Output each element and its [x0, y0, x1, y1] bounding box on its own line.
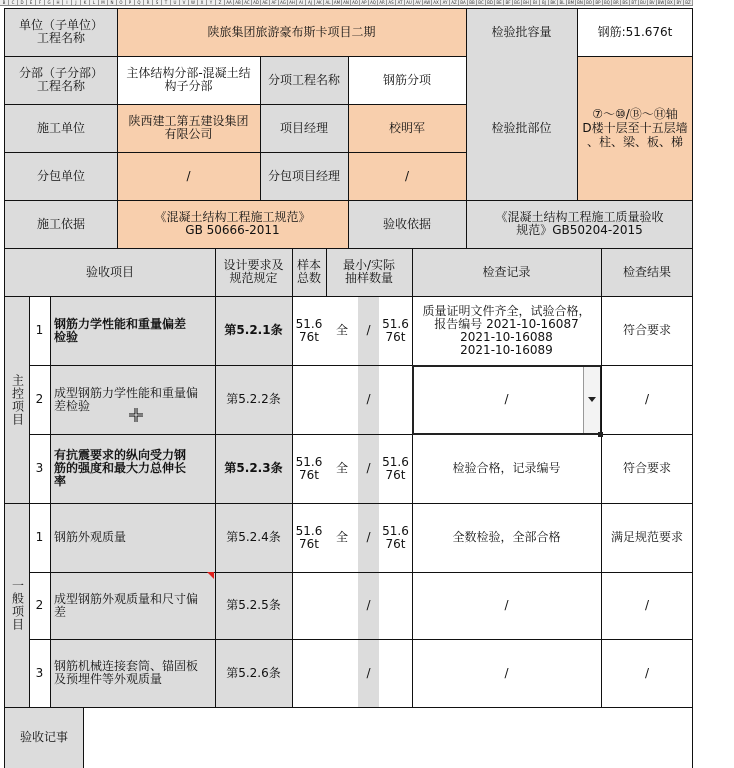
column-letter[interactable]: AO	[351, 0, 360, 5]
th-min-actual: 最小/实际 抽样数量	[326, 248, 412, 296]
row-item: 有抗震要求的纵向受力钢 筋的强度和最大力总伸长 率	[50, 434, 215, 503]
row-record[interactable]: 全数检验，全部合格	[412, 503, 601, 572]
column-letter[interactable]: E	[27, 0, 36, 5]
row-record[interactable]: /	[412, 572, 601, 639]
row-actual[interactable]	[379, 365, 412, 434]
row-actual[interactable]: 51.6 76t	[379, 503, 412, 572]
column-letter[interactable]: P	[126, 0, 135, 5]
column-letter[interactable]: C	[9, 0, 18, 5]
column-letter[interactable]: AV	[414, 0, 423, 5]
column-letter[interactable]: H	[54, 0, 63, 5]
column-letter[interactable]: B	[0, 0, 9, 5]
group-main: 主控项目	[5, 296, 29, 503]
subitem-value[interactable]: 钢筋分项	[348, 56, 466, 104]
column-letter[interactable]: AM	[333, 0, 341, 5]
column-letter[interactable]: BS	[621, 0, 630, 5]
row-number: 1	[29, 503, 50, 572]
row-sample-total[interactable]	[292, 572, 326, 639]
row-min[interactable]	[326, 572, 358, 639]
subcontractor-label: 分包单位	[5, 152, 117, 200]
column-letter[interactable]: V	[180, 0, 189, 5]
row-clause: 第5.2.4条	[215, 503, 292, 572]
grid-line	[50, 296, 51, 707]
column-letter[interactable]: BV	[648, 0, 657, 5]
grid-line	[4, 8, 5, 768]
column-letter[interactable]: AF	[270, 0, 279, 5]
row-sample-total[interactable]	[292, 639, 326, 707]
subcontractor-value[interactable]: /	[117, 152, 260, 200]
grid-line	[4, 503, 693, 504]
acceptance-basis-value[interactable]: 《混凝土结构工程施工质量验收 规范》GB50204-2015	[466, 200, 693, 248]
acceptance-basis-label: 验收依据	[348, 200, 466, 248]
division-label: 分部（子分部） 工程名称	[5, 56, 117, 104]
acceptance-record-value[interactable]	[83, 707, 693, 768]
batch-part-label: 检验批部位	[466, 56, 577, 200]
grid-line	[4, 152, 467, 153]
group-general: 一般项目	[5, 503, 29, 707]
grid-line	[29, 639, 693, 640]
row-min[interactable]: 全	[326, 503, 358, 572]
column-letter[interactable]: AH	[288, 0, 297, 5]
grid-line	[4, 56, 467, 57]
grid-line	[348, 56, 349, 248]
column-letter[interactable]: J	[72, 0, 81, 5]
column-letter[interactable]: W	[189, 0, 198, 5]
row-item: 成型钢筋外观质量和尺寸偏 差	[50, 572, 215, 639]
row-record[interactable]: 检验合格，记录编号	[412, 434, 601, 503]
column-letter[interactable]: AS	[387, 0, 396, 5]
basis-value[interactable]: 《混凝土结构工程施工规范》 GB 50666-2011	[117, 200, 348, 248]
sub-pm-value[interactable]: /	[348, 152, 466, 200]
column-letter[interactable]: T	[162, 0, 171, 5]
column-letter[interactable]: M	[99, 0, 108, 5]
row-number: 3	[29, 434, 50, 503]
batch-capacity-value[interactable]: 钢筋:51.676t	[577, 8, 693, 56]
column-letter[interactable]: AP	[360, 0, 369, 5]
dropdown-arrow-icon[interactable]	[583, 367, 600, 433]
column-letter[interactable]: BL	[558, 0, 567, 5]
column-letter[interactable]: R	[144, 0, 153, 5]
column-letter[interactable]: AL	[324, 0, 333, 5]
row-sample-total[interactable]: 51.6 76t	[292, 434, 326, 503]
column-letter[interactable]: AT	[396, 0, 405, 5]
column-letter[interactable]: BN	[576, 0, 585, 5]
row-item: 成型钢筋力学性能和重量偏 差检验	[50, 365, 215, 434]
sub-pm-label: 分包项目经理	[260, 152, 348, 200]
column-header-strip	[0, 0, 734, 6]
column-letter[interactable]: AU	[405, 0, 414, 5]
division-value[interactable]: 主体结构分部-混凝土结 构子分部	[117, 56, 260, 104]
column-letter[interactable]: AX	[432, 0, 441, 5]
row-result[interactable]: 满足规范要求	[601, 503, 693, 572]
column-letter[interactable]: AZ	[450, 0, 459, 5]
column-letter[interactable]: S	[153, 0, 162, 5]
subitem-label: 分项工程名称	[260, 56, 348, 104]
pm-value[interactable]: 校明军	[348, 104, 466, 152]
selected-cell-outline	[412, 365, 601, 435]
row-min[interactable]	[326, 639, 358, 707]
comment-indicator-icon	[207, 572, 214, 579]
row-record[interactable]: /	[412, 365, 601, 434]
column-letter[interactable]: BK	[549, 0, 558, 5]
unit-value[interactable]: 陕旅集团旅游豪布斯卡项目二期	[117, 8, 466, 56]
row-item: 钢筋外观质量	[50, 503, 215, 572]
row-result[interactable]: 符合要求	[601, 434, 693, 503]
row-actual[interactable]: 51.6 76t	[379, 434, 412, 503]
column-letter[interactable]: N	[108, 0, 117, 5]
row-clause: 第5.2.5条	[215, 572, 292, 639]
row-min[interactable]: 全	[326, 434, 358, 503]
row-min[interactable]	[326, 365, 358, 434]
row-number: 3	[29, 639, 50, 707]
row-result[interactable]: /	[601, 572, 693, 639]
row-slash: /	[358, 572, 379, 639]
row-clause: 第5.2.3条	[215, 434, 292, 503]
column-letter[interactable]: BF	[504, 0, 513, 5]
grid-line	[577, 56, 693, 57]
pm-label: 项目经理	[260, 104, 348, 152]
row-sample-total[interactable]: 51.6 76t	[292, 503, 326, 572]
column-letter[interactable]: BX	[666, 0, 675, 5]
row-clause: 第5.2.6条	[215, 639, 292, 707]
move-cursor-icon	[128, 407, 144, 423]
grid-line	[4, 707, 693, 708]
row-clause: 第5.2.2条	[215, 365, 292, 434]
row-actual[interactable]	[379, 572, 412, 639]
column-letter[interactable]: D	[18, 0, 27, 5]
column-letter[interactable]: AI	[297, 0, 306, 5]
row-result[interactable]: /	[601, 365, 693, 434]
row-item: 钢筋力学性能和重量偏差 检验	[50, 296, 215, 365]
basis-label: 施工依据	[5, 200, 117, 248]
column-letter[interactable]: AD	[252, 0, 261, 5]
row-record[interactable]: /	[412, 639, 601, 707]
grid-line	[29, 296, 30, 707]
row-result[interactable]: 符合要求	[601, 296, 693, 365]
row-min[interactable]: 全	[326, 296, 358, 365]
grid-line	[29, 572, 693, 573]
column-letter[interactable]: AA	[225, 0, 234, 5]
grid-line	[117, 8, 118, 248]
column-letter[interactable]: BB	[468, 0, 477, 5]
column-letter[interactable]: AC	[243, 0, 252, 5]
column-letter[interactable]: BE	[495, 0, 504, 5]
column-letter[interactable]: AK	[315, 0, 324, 5]
column-letter[interactable]: AW	[423, 0, 431, 5]
row-slash: /	[358, 434, 379, 503]
contractor-label: 施工单位	[5, 104, 117, 152]
th-design-req: 设计要求及 规范规定	[215, 248, 292, 296]
column-letter[interactable]: BP	[594, 0, 603, 5]
grid-line	[83, 707, 84, 768]
column-letter[interactable]: BI	[531, 0, 540, 5]
column-letter[interactable]: BW	[657, 0, 665, 5]
th-result: 检查结果	[601, 248, 693, 296]
column-letter[interactable]: AR	[378, 0, 387, 5]
contractor-value[interactable]: 陕西建工第五建设集团 有限公司	[117, 104, 260, 152]
column-letter[interactable]: BQ	[603, 0, 612, 5]
column-letter[interactable]: AB	[234, 0, 243, 5]
row-number: 2	[29, 365, 50, 434]
column-letter[interactable]: BZ	[684, 0, 693, 5]
column-letter[interactable]: L	[90, 0, 99, 5]
grid-line	[326, 248, 327, 296]
column-letter[interactable]: BA	[459, 0, 468, 5]
acceptance-record-label: 验收记事	[5, 707, 83, 768]
column-letter[interactable]: AG	[279, 0, 288, 5]
column-letter[interactable]: K	[81, 0, 90, 5]
row-slash: /	[358, 639, 379, 707]
row-number: 1	[29, 296, 50, 365]
row-item: 钢筋机械连接套筒、锚固板 及预埋件等外观质量	[50, 639, 215, 707]
column-letter[interactable]: BC	[477, 0, 486, 5]
column-letter[interactable]: O	[117, 0, 126, 5]
grid-line	[4, 248, 693, 249]
column-letter[interactable]: BG	[513, 0, 522, 5]
column-letter[interactable]: BT	[630, 0, 639, 5]
grid-line	[4, 104, 467, 105]
row-actual[interactable]	[379, 639, 412, 707]
row-clause: 第5.2.1条	[215, 296, 292, 365]
column-letter[interactable]: Q	[135, 0, 144, 5]
column-letter[interactable]: AN	[342, 0, 351, 5]
grid-line	[466, 8, 467, 248]
row-slash: /	[358, 365, 379, 434]
row-slash: /	[358, 503, 379, 572]
column-letter[interactable]: Z	[216, 0, 225, 5]
column-letter[interactable]: I	[63, 0, 72, 5]
unit-label: 单位（子单位） 工程名称	[5, 8, 117, 56]
column-letter[interactable]: AY	[441, 0, 450, 5]
column-letter[interactable]: BD	[486, 0, 495, 5]
column-letter[interactable]: BY	[675, 0, 684, 5]
column-letter[interactable]: BH	[522, 0, 531, 5]
column-letter[interactable]: F	[36, 0, 45, 5]
column-letter[interactable]: AJ	[306, 0, 315, 5]
column-letter[interactable]: X	[198, 0, 207, 5]
column-letter[interactable]: U	[171, 0, 180, 5]
sheet-margin	[693, 0, 734, 768]
grid-line	[4, 296, 693, 297]
th-sample-total: 样本 总数	[292, 248, 326, 296]
th-item: 验收项目	[5, 248, 215, 296]
th-record: 检查记录	[412, 248, 601, 296]
column-letter[interactable]: AE	[261, 0, 270, 5]
column-letter[interactable]: Y	[207, 0, 216, 5]
grid-line	[4, 8, 693, 9]
column-letter[interactable]: BR	[612, 0, 621, 5]
row-record[interactable]: 质量证明文件齐全，试验合格， 报告编号 2021-10-16087 2021-10-16088 2021-10-16089	[412, 296, 601, 365]
column-letter[interactable]: AQ	[369, 0, 378, 5]
column-letter[interactable]: BU	[639, 0, 648, 5]
batch-part-value[interactable]: ⑦～⑩/Ⓑ～Ⓗ轴 D楼十层至十五层墙 、柱、梁、板、梯	[577, 56, 693, 200]
row-result[interactable]: /	[601, 639, 693, 707]
row-sample-total[interactable]: 51.6 76t	[292, 296, 326, 365]
batch-capacity-label: 检验批容量	[466, 8, 577, 56]
column-letter[interactable]: BM	[567, 0, 575, 5]
row-number: 2	[29, 572, 50, 639]
row-actual[interactable]: 51.6 76t	[379, 296, 412, 365]
column-letter[interactable]: BO	[585, 0, 594, 5]
column-letter[interactable]: G	[45, 0, 54, 5]
fill-handle[interactable]	[598, 432, 603, 437]
row-slash: /	[358, 296, 379, 365]
grid-line	[260, 56, 261, 200]
column-letter[interactable]: BJ	[540, 0, 549, 5]
row-sample-total[interactable]	[292, 365, 326, 434]
grid-line	[577, 8, 578, 200]
